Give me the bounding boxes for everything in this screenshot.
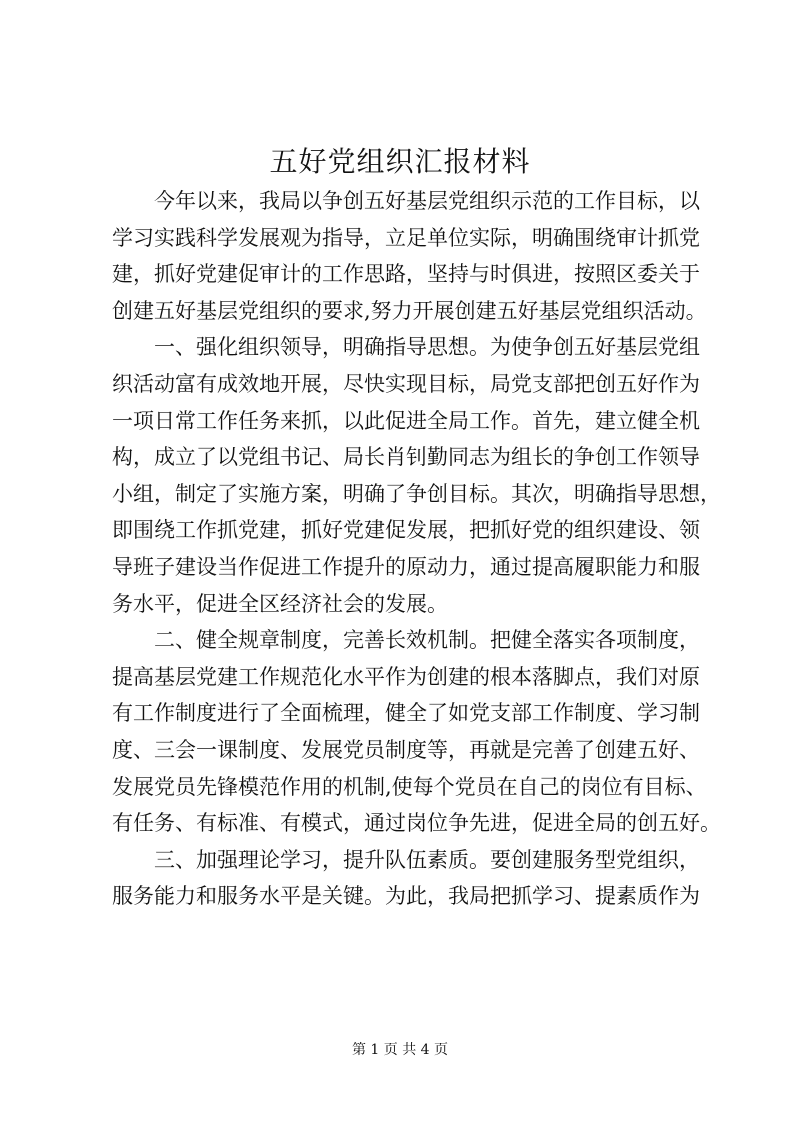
text-line: 一项日常工作任务来抓，以此促进全局工作。首先，建立健全机: [112, 408, 700, 433]
text-line: 即围绕工作抓党建，抓好党建促发展，把抓好党的组织建设、领: [112, 518, 700, 543]
text-line: 小组，制定了实施方案，明确了争创目标。其次，明确指导思想，: [112, 481, 721, 506]
paragraph: [112, 622, 721, 842]
text-line: 服务能力和服务水平是关键。为此，我局把抓学习、提素质作为: [112, 884, 700, 909]
page-number-footer: 第 1 页 共 4 页: [351, 1042, 449, 1058]
text-line: 提高基层党建工作规范化水平作为创建的根本落脚点，我们对原: [112, 664, 700, 689]
document-body: [112, 183, 721, 915]
paragraph: [112, 329, 721, 622]
text-line: 创建五好基层党组织的要求,努力开展创建五好基层党组织活动。: [112, 298, 707, 323]
text-line: 一、强化组织领导，明确指导思想。为使争创五好基层党组: [154, 335, 700, 360]
text-line: 建，抓好党建促审计的工作思路，坚持与时俱进，按照区委关于: [112, 262, 700, 287]
paragraph: [112, 842, 700, 915]
text-line: 发展党员先锋模范作用的机制,使每个党员在自己的岗位有目标、: [112, 774, 707, 799]
text-line: 织活动富有成效地开展，尽快实现目标，局党支部把创五好作为: [112, 371, 700, 396]
text-line: 今年以来，我局以争创五好基层党组织示范的工作目标，以: [154, 189, 700, 213]
text-line: 构，成立了以党组书记、局长肖钊勤同志为组长的争创工作领导: [112, 445, 700, 470]
text-line: 有工作制度进行了全面梳理，健全了如党支部工作制度、学习制: [112, 701, 700, 726]
text-line: 导班子建设当作促进工作提升的原动力，通过提高履职能力和服: [112, 554, 700, 579]
text-line: 学习实践科学发展观为指导，立足单位实际，明确围绕审计抓党: [112, 225, 700, 250]
text-line: 务水平，促进全区经济社会的发展。: [112, 591, 448, 616]
paragraph: [112, 183, 707, 329]
text-line: 二、健全规章制度，完善长效机制。把健全落实各项制度，: [154, 628, 700, 653]
text-line: 度、三会一课制度、发展党员制度等，再就是完善了创建五好、: [112, 737, 700, 762]
document-title: 五好党组织汇报材料: [269, 145, 531, 178]
text-line: 三、加强理论学习，提升队伍素质。要创建服务型党组织，: [154, 847, 700, 872]
text-line: 有任务、有标准、有模式，通过岗位争先进，促进全局的创五好。: [112, 811, 721, 836]
